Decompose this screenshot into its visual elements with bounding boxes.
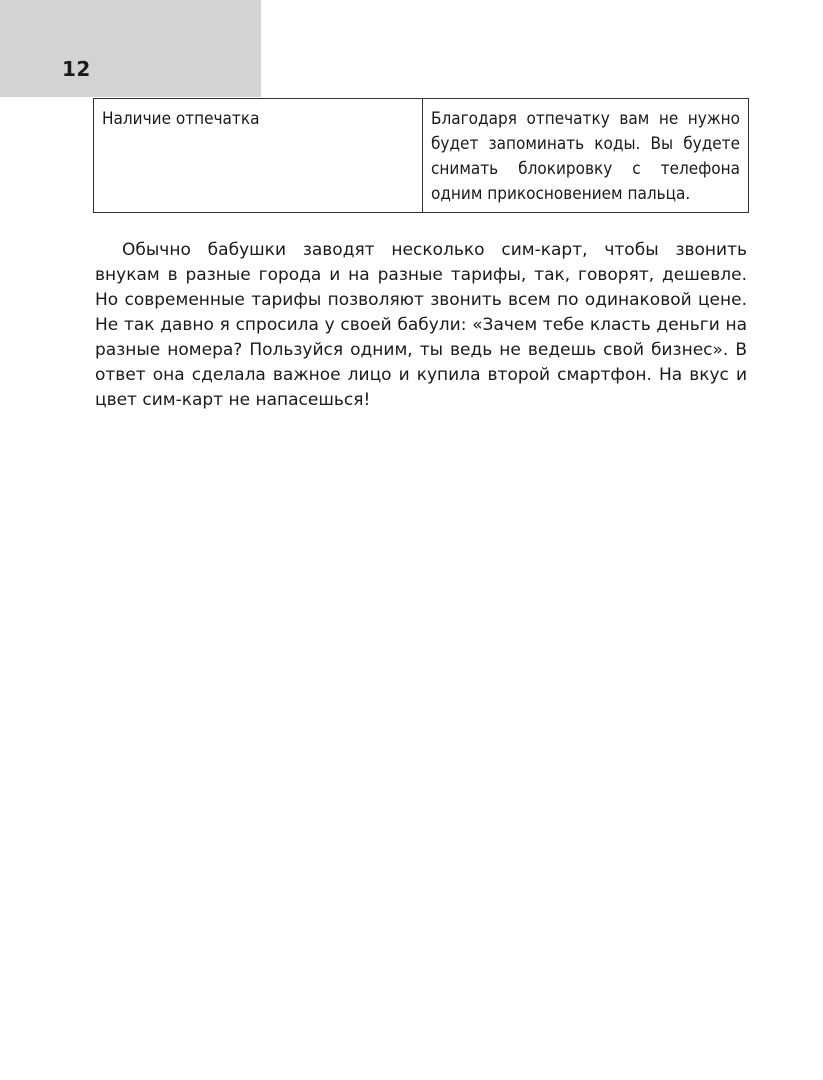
- table-row: [94, 99, 749, 213]
- table-cell-description: Благодаря отпечатку вам не нужно будет запоминать коды. Вы будете снимать блокировку с телефона одним прикосновением пальца.: [423, 99, 749, 213]
- page-number-tab: [0, 0, 261, 97]
- page-number: 12: [62, 57, 91, 81]
- feature-table: [93, 98, 749, 213]
- body-paragraph: Обычно бабушки заводят несколько сим-карт, чтобы звонить внукам в разные города и на разные тарифы, так, говорят, дешевле. Но современные тарифы позволяют звонить всем по одинаковой цене. Не так давно я спросила у своей бабули: «Зачем тебе класть деньги на разные номера? Пользуйся одним, ты ведь не ведешь свой бизнес». В ответ она сделала важное лицо и купила второй смартфон. На вкус и цвет сим-карт не напасешься!: [95, 240, 747, 410]
- table-cell-feature: Наличие отпечатка: [94, 99, 423, 213]
